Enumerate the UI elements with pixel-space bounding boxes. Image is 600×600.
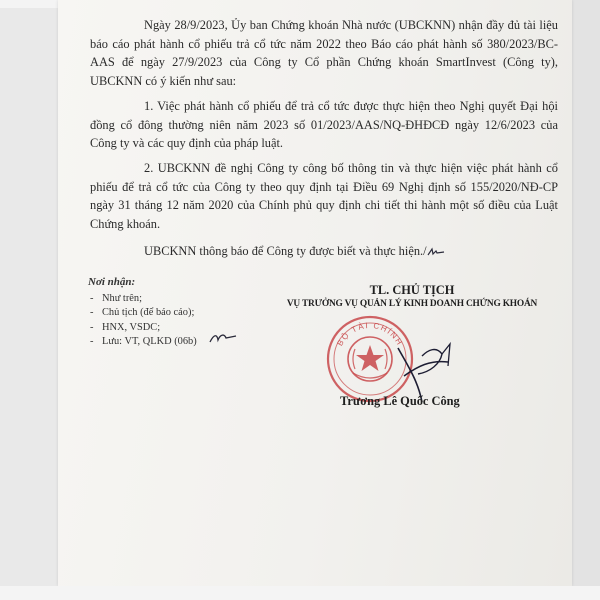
recipient-item: - Như trên; <box>88 292 288 307</box>
recipients-list <box>88 292 288 350</box>
stamp-text: BỘ TÀI CHÍNH <box>335 320 405 348</box>
side-strip <box>572 0 600 600</box>
signature-department: VỤ TRƯỞNG VỤ QUẢN LÝ KINH DOANH CHỨNG KHOÁN <box>286 299 538 309</box>
recipients-title: Nơi nhận: <box>88 276 136 288</box>
closing-text: UBCKNN thông báo để Công ty được biết và thực hiện./ <box>144 243 427 258</box>
initials-mark <box>208 330 238 346</box>
signature-block <box>262 282 562 311</box>
recipient-item: - Chủ tịch (để báo cáo); <box>88 306 288 321</box>
body-text <box>90 16 558 260</box>
initials-mark <box>427 247 445 257</box>
signature-title: TL. CHỦ TỊCH <box>369 283 455 297</box>
recipient-item: - HNX, VSDC; <box>88 321 288 336</box>
document-page <box>58 0 572 586</box>
item-2-paragraph: 2. UBCKNN đề nghị Công ty công bố thông tin và thực hiện việc phát hành cổ phiếu để trả cổ tức của Công ty theo quy định tại Điều 69 Nghị định số 155/2020/NĐ-CP ngày 31 tháng 12 năm 2020 của Chính phủ quy định chi tiết thi hành một số điều của Luật Chứng khoán. <box>90 160 558 232</box>
recipients-block <box>88 275 288 350</box>
intro-paragraph: Ngày 28/9/2023, Ủy ban Chứng khoán Nhà nước (UBCKNN) nhận đầy đủ tài liệu báo cáo phát hành cổ phiếu trả cổ tức năm 2022 theo Báo cáo phát hành số 380/2023/BC-AAS để ngày 27/9/2023 của Công ty Cổ phần Chứng khoán SmartInvest (Công ty), UBCKNN có ý kiến như sau: <box>90 18 558 89</box>
signer-name: Trương Lê Quốc Công <box>340 394 460 408</box>
closing-paragraph <box>90 242 558 261</box>
item-1-paragraph: 1. Việc phát hành cổ phiếu để trả cổ tức được thực hiện theo Nghị quyết Đại hội đồng cổ đông thường niên năm 2023 số 01/2023/AAS/NQ-ĐHĐCĐ ngày 12/6/2023 của Công ty và các quy định của pháp luật. <box>90 98 558 151</box>
frame-bottom <box>0 586 600 600</box>
recipient-item: - Lưu: VT, QLKD (06b) <box>88 335 288 350</box>
